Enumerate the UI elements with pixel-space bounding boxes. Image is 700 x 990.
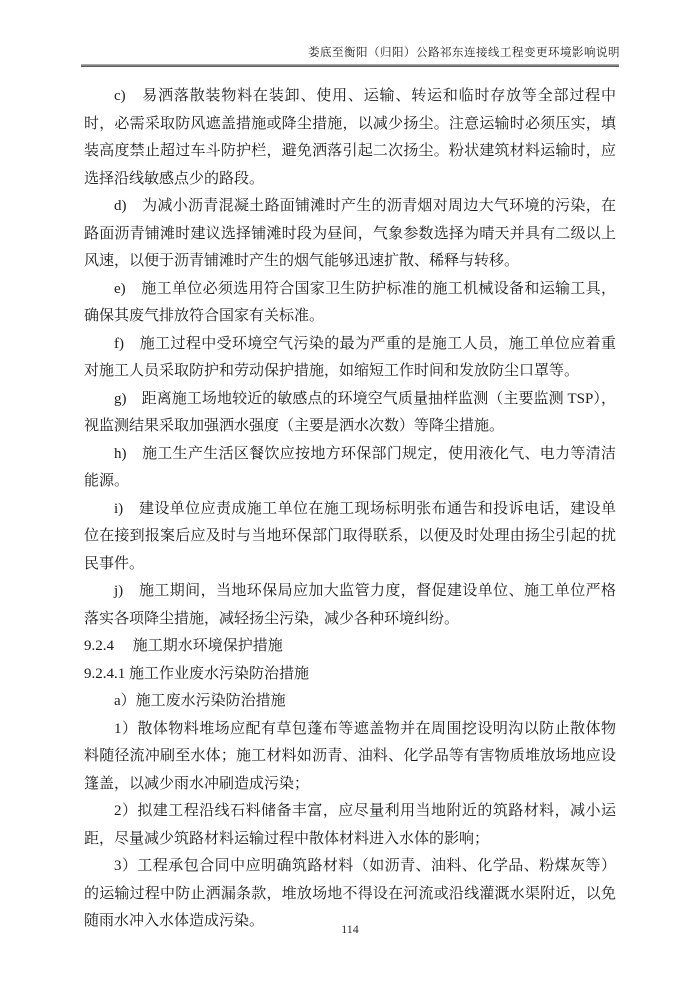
paragraph-item-j: j) 施工期间，当地环保局应加大监管力度，督促建设单位、施工单位严格落实各项降尘措施，减轻扬尘污染，减少各种环境纠纷。 (84, 583, 616, 627)
paragraph-item-f: f) 施工过程中受环境空气污染的最为严重的是施工人员，施工单位应着重对施工人员采取防护和劳动保护措施，如缩短工作时间和发放防尘口罩等。 (84, 335, 616, 379)
paragraph-item-e: e) 施工单位必须选用符合国家卫生防护标准的施工机械设备和运输工具，确保其废气排放符合国家有关标准。 (84, 280, 616, 324)
paragraph-item-c: c) 易洒落散装物料在装卸、使用、运输、转运和临时存放等全部过程中时，必需采取防风遮盖措施或降尘措施，以减少扬尘。注意运输时必须压实，填装高度禁止超过车斗防护栏，避免洒落引起二次扬尘。粉状建筑材料运输时，应选择沿线敏感点少的路段。 (84, 88, 616, 187)
paragraph-item-2: 2）拟建工程沿线石料储备丰富，应尽量利用当地附近的筑路材料，减小运距，尽量减少筑路材料运输过程中散体材料进入水体的影响； (84, 803, 616, 847)
document-body (84, 83, 616, 936)
page-footer (0, 922, 700, 937)
paragraph-item-g: g) 距离施工场地较近的敏感点的环境空气质量抽样监测（主要监测 TSP），视监测结果采取加强洒水强度（主要是洒水次数）等降尘措施。 (84, 390, 616, 434)
paragraph-item-a: a）施工废水污染防治措施 (114, 693, 286, 709)
paragraph-item-1: 1）散体物料堆场应配有草包蓬布等遮盖物并在周围挖设明沟以防止散体物料随径流冲刷至水体；施工材料如沥青、油料、化学品等有害物质堆放场地应设篷盖，以减少雨水冲刷造成污染； (84, 720, 616, 792)
paragraph-item-h: h) 施工生产生活区餐饮应按地方环保部门规定，使用液化气、电力等清洁能源。 (84, 445, 616, 489)
paragraph-item-3: 3）工程承包合同中应明确筑路材料（如沥青、油料、化学品、粉煤灰等）的运输过程中防止洒漏条款，堆放场地不得设在河流或沿线灌溉水渠附近，以免随雨水冲入水体造成污染。 (84, 858, 616, 929)
section-heading-9-2-4-1: 9.2.4.1 施工作业废水污染防治措施 (84, 665, 310, 682)
paragraph-item-d: d) 为减小沥青混凝土路面铺滩时产生的沥青烟对周边大气环境的污染，在路面沥青铺滩时建议选择铺滩时段为昼间，气象参数选择为晴天并具有二级以上风速，以便于沥青铺滩时产生的烟气能够迅速扩散、稀释与转移。 (84, 198, 616, 269)
header-divider (81, 64, 619, 67)
page-number: 114 (341, 922, 359, 936)
paragraph-item-i: i) 建设单位应责成施工单位在施工现场标明张布通告和投诉电话，建设单位在接到报案后应及时与当地环保部门取得联系，以便及时处理由扬尘引起的扰民事件。 (84, 500, 616, 572)
section-heading-9-2-4: 9.2.4 施工期水环境保护措施 (84, 638, 283, 654)
page-header (82, 44, 620, 60)
header-title: 娄底至衡阳（归阳）公路祁东连接线工程变更环境影响说明 (308, 47, 620, 59)
